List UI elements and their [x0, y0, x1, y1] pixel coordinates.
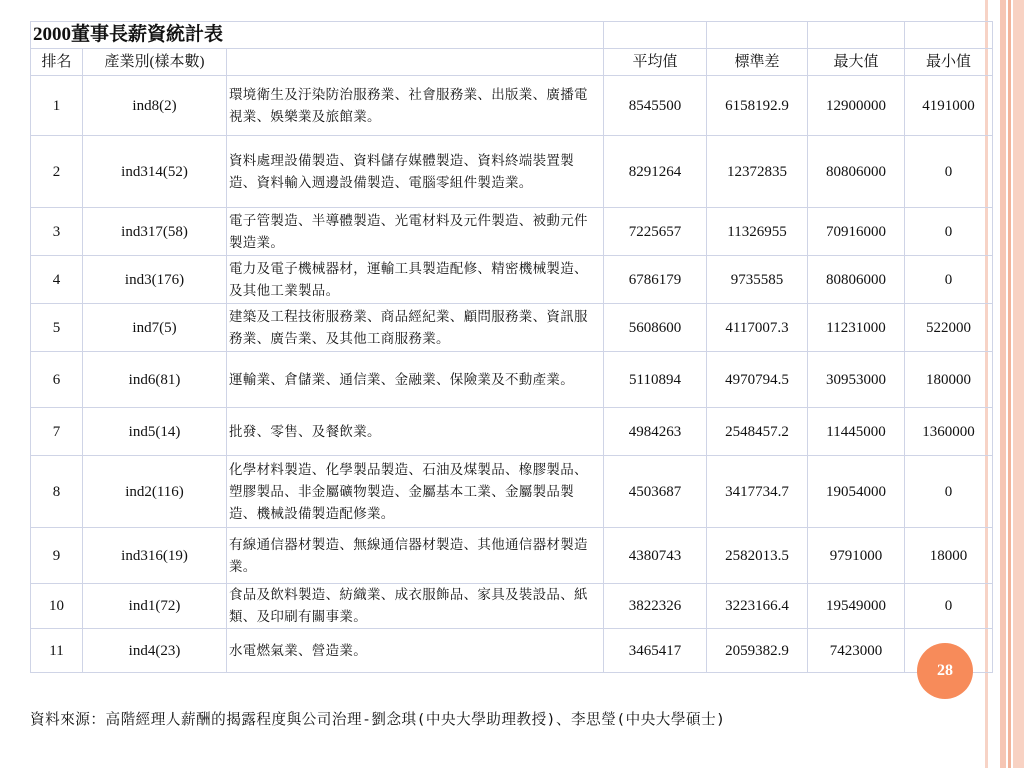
- std-cell: 6158192.9: [707, 76, 808, 136]
- header-industry: 產業別(樣本數): [83, 49, 227, 76]
- decor-stripe: [1008, 0, 1011, 768]
- industry-desc-cell: 有線通信器材製造、無線通信器材製造、其他通信器材製造業。: [227, 528, 604, 584]
- industry-desc-cell: 食品及飲料製造、紡織業、成衣服飾品、家具及裝設品、紙類、及印刷有關事業。: [227, 584, 604, 629]
- max-cell: 11445000: [808, 408, 905, 456]
- industry-desc-cell: 建築及工程技術服務業、商品經紀業、顧問服務業、資訊服務業、廣告業、及其他工商服務業。: [227, 304, 604, 352]
- min-cell: 0: [905, 136, 993, 208]
- rank-cell: 2: [31, 136, 83, 208]
- min-cell: 0: [905, 584, 993, 629]
- rank-cell: 7: [31, 408, 83, 456]
- max-cell: 80806000: [808, 256, 905, 304]
- table-row: [31, 304, 993, 352]
- min-cell: 1360000: [905, 408, 993, 456]
- std-cell: 3417734.7: [707, 456, 808, 528]
- mean-cell: 5608600: [604, 304, 707, 352]
- header-min: 最小值: [905, 49, 993, 76]
- page-number-badge: 28: [917, 643, 973, 699]
- max-cell: 80806000: [808, 136, 905, 208]
- min-cell: 18000: [905, 528, 993, 584]
- std-cell: 9735585: [707, 256, 808, 304]
- std-cell: 2548457.2: [707, 408, 808, 456]
- industry-code-cell: ind4(23): [83, 629, 227, 673]
- rank-cell: 3: [31, 208, 83, 256]
- max-cell: 19549000: [808, 584, 905, 629]
- mean-cell: 5110894: [604, 352, 707, 408]
- industry-code-cell: ind6(81): [83, 352, 227, 408]
- decor-stripe: [1013, 0, 1024, 768]
- industry-desc-cell: 電子管製造、半導體製造、光電材料及元件製造、被動元件製造業。: [227, 208, 604, 256]
- industry-desc-cell: 資料處理設備製造、資料儲存媒體製造、資料終端裝置製造、資料輸入週邊設備製造、電腦零組件製造業。: [227, 136, 604, 208]
- mean-cell: 3822326: [604, 584, 707, 629]
- industry-desc-cell: 批發、零售、及餐飲業。: [227, 408, 604, 456]
- industry-desc-cell: 水電燃氣業、營造業。: [227, 629, 604, 673]
- rank-cell: 5: [31, 304, 83, 352]
- rank-cell: 9: [31, 528, 83, 584]
- rank-cell: 6: [31, 352, 83, 408]
- source-note: 資料來源：高階經理人薪酬的揭露程度與公司治理-劉念琪(中央大學助理教授)、李思瑩(中央大學碩士): [30, 711, 726, 728]
- std-cell: 4970794.5: [707, 352, 808, 408]
- max-cell: 70916000: [808, 208, 905, 256]
- industry-desc-cell: 化學材料製造、化學製品製造、石油及煤製品、橡膠製品、塑膠製品、非金屬礦物製造、金屬基本工業、金屬製品製造、機械設備製造配修業。: [227, 456, 604, 528]
- mean-cell: 6786179: [604, 256, 707, 304]
- table-row: [31, 629, 993, 673]
- table-title: 2000董事長薪資統計表: [31, 22, 604, 49]
- std-cell: 3223166.4: [707, 584, 808, 629]
- min-cell: 0: [905, 256, 993, 304]
- industry-code-cell: ind8(2): [83, 76, 227, 136]
- table-row: [31, 408, 993, 456]
- max-cell: 11231000: [808, 304, 905, 352]
- industry-code-cell: ind7(5): [83, 304, 227, 352]
- std-cell: 2582013.5: [707, 528, 808, 584]
- table-row: [31, 76, 993, 136]
- header-rank: 排名: [31, 49, 83, 76]
- std-cell: 4117007.3: [707, 304, 808, 352]
- industry-desc-cell: 環境衛生及汙染防治服務業、社會服務業、出版業、廣播電視業、娛樂業及旅館業。: [227, 76, 604, 136]
- max-cell: 30953000: [808, 352, 905, 408]
- table-row: [31, 256, 993, 304]
- table-row: [31, 528, 993, 584]
- industry-code-cell: ind317(58): [83, 208, 227, 256]
- rank-cell: 10: [31, 584, 83, 629]
- industry-desc-cell: 運輸業、倉儲業、通信業、金融業、保險業及不動產業。: [227, 352, 604, 408]
- min-cell: 0: [905, 456, 993, 528]
- table-row: [31, 208, 993, 256]
- header-mean: 平均值: [604, 49, 707, 76]
- mean-cell: 8291264: [604, 136, 707, 208]
- header-max: 最大值: [808, 49, 905, 76]
- max-cell: 12900000: [808, 76, 905, 136]
- rank-cell: 1: [31, 76, 83, 136]
- std-cell: 12372835: [707, 136, 808, 208]
- rank-cell: 11: [31, 629, 83, 673]
- salary-stats-table: [30, 21, 993, 673]
- industry-code-cell: ind1(72): [83, 584, 227, 629]
- industry-code-cell: ind316(19): [83, 528, 227, 584]
- min-cell: 180000: [905, 352, 993, 408]
- industry-code-cell: ind5(14): [83, 408, 227, 456]
- max-cell: 19054000: [808, 456, 905, 528]
- table-row: [31, 584, 993, 629]
- industry-desc-cell: 電力及電子機械器材，運輸工具製造配修、精密機械製造、及其他工業製品。: [227, 256, 604, 304]
- mean-cell: 7225657: [604, 208, 707, 256]
- std-cell: 2059382.9: [707, 629, 808, 673]
- table-row: [31, 456, 993, 528]
- industry-code-cell: ind2(116): [83, 456, 227, 528]
- mean-cell: 3465417: [604, 629, 707, 673]
- max-cell: 9791000: [808, 528, 905, 584]
- header-std: 標準差: [707, 49, 808, 76]
- min-cell: 522000: [905, 304, 993, 352]
- decor-stripe: [1000, 0, 1006, 768]
- mean-cell: 4984263: [604, 408, 707, 456]
- table-row: [31, 136, 993, 208]
- title-row: [31, 22, 993, 49]
- industry-code-cell: ind314(52): [83, 136, 227, 208]
- rank-cell: 4: [31, 256, 83, 304]
- min-cell: 4191000: [905, 76, 993, 136]
- mean-cell: 4380743: [604, 528, 707, 584]
- max-cell: 7423000: [808, 629, 905, 673]
- header-row: [31, 49, 993, 76]
- table-row: [31, 352, 993, 408]
- min-cell: 0: [905, 208, 993, 256]
- std-cell: 11326955: [707, 208, 808, 256]
- mean-cell: 4503687: [604, 456, 707, 528]
- industry-code-cell: ind3(176): [83, 256, 227, 304]
- mean-cell: 8545500: [604, 76, 707, 136]
- rank-cell: 8: [31, 456, 83, 528]
